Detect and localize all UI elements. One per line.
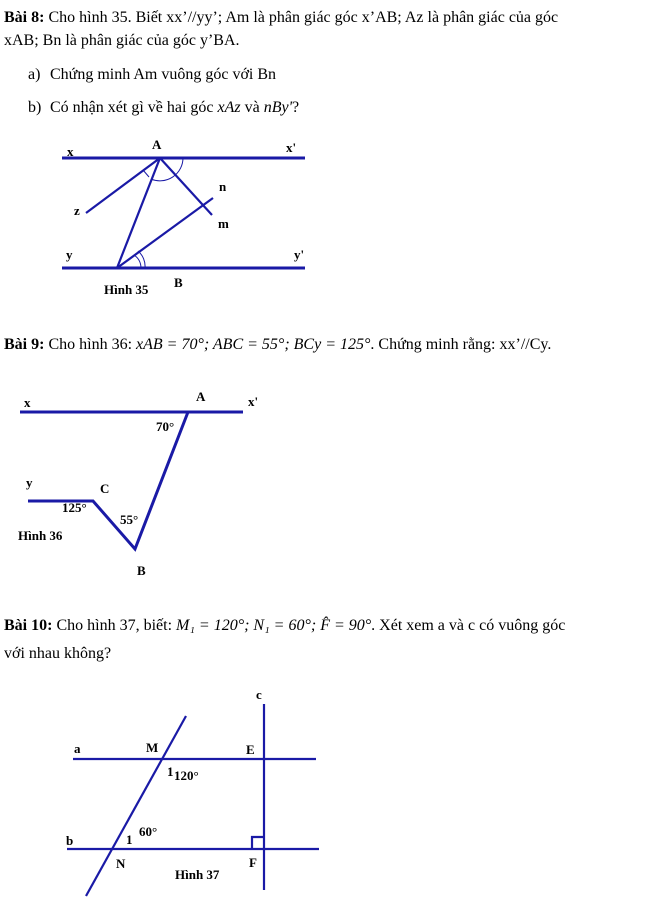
angle-n-label: 60° [139,824,158,839]
item-b-mid: và [240,99,264,116]
bai10-line1 [4,614,565,638]
bai10-line2: với nhau không? [4,645,112,662]
angle-c-label: 125° [62,500,87,515]
item-b-post: ? [292,99,300,116]
transversal-mn [86,716,186,896]
bai8-line1 [4,6,558,30]
bai9-formula: xAB = 70°; ABC = 55°; BCy = 125° [136,336,371,353]
label-a: A [152,137,162,152]
bai8-label: Bài 8: [4,9,45,26]
bai9-text-post: . Chứng minh rằng: xx’//Cy. [370,336,552,353]
label-a: a [74,741,81,756]
caption-hinh-36: Hình 36 [18,528,63,543]
bai10-label: Bài 10: [4,617,53,634]
tick-angle-a [143,170,149,177]
label-a: A [196,389,206,404]
label-m: M [146,740,159,755]
angle-m-label: 120° [174,768,199,783]
item-a-text: Chứng minh Am vuông góc với Bn [50,66,277,83]
index-m: 1 [167,764,174,779]
angle-a-label: 70° [156,419,175,434]
label-y: y [26,475,33,490]
label-b: B [137,563,146,578]
label-e: E [246,742,255,757]
angle-b-label: 55° [120,512,139,527]
bai10-text-post: . Xét xem a và c có vuông góc [371,617,566,634]
figure-36 [0,385,656,585]
bai9-line [4,333,551,357]
label-c: C [100,481,110,496]
label-z: z [74,203,80,218]
bai10-formula: M₁ = 120°; N₁ = 60°; F̂ = 90° [176,617,372,634]
index-n: 1 [126,832,133,847]
label-c: c [256,687,262,702]
label-y: y [66,247,73,262]
label-x-prime: x' [248,394,259,409]
label-n: N [116,856,126,871]
item-a-marker: a) [28,66,41,83]
label-b: B [174,275,183,290]
bai10-text-pre: Cho hình 37, biết: [52,617,177,634]
right-angle-f [252,837,264,849]
item-b-angle2: nBy' [263,99,293,116]
label-x: x [24,395,31,410]
bai8-item-a [28,64,276,86]
bai8-item-b [28,97,299,119]
bai8-text1: Cho hình 35. Biết xx’//yy’; Am là phân giác góc x’AB; Az là phân giác của góc [44,9,559,26]
label-y-prime: y' [294,247,305,262]
bai9-text-pre: Cho hình 36: [44,336,137,353]
label-n: n [219,179,227,194]
caption-hinh-35: Hình 35 [104,282,149,297]
ray-am [160,158,212,215]
item-b-pre: Có nhận xét gì về hai góc [50,99,218,116]
bai9-label: Bài 9: [4,336,45,353]
label-x: x [67,144,74,159]
bai8-line2: xAB; Bn là phân giác của góc y’BA. [4,32,240,49]
item-b-marker: b) [28,99,42,116]
arc-angle-b-2 [134,255,141,268]
caption-hinh-37: Hình 37 [175,867,220,882]
label-b: b [66,833,74,848]
item-b-angle1: xAz [217,99,241,116]
label-x-prime: x' [286,140,297,155]
figure-35 [0,135,656,305]
label-m: m [218,216,229,231]
label-f: F [249,855,257,870]
figure-37 [0,687,656,900]
